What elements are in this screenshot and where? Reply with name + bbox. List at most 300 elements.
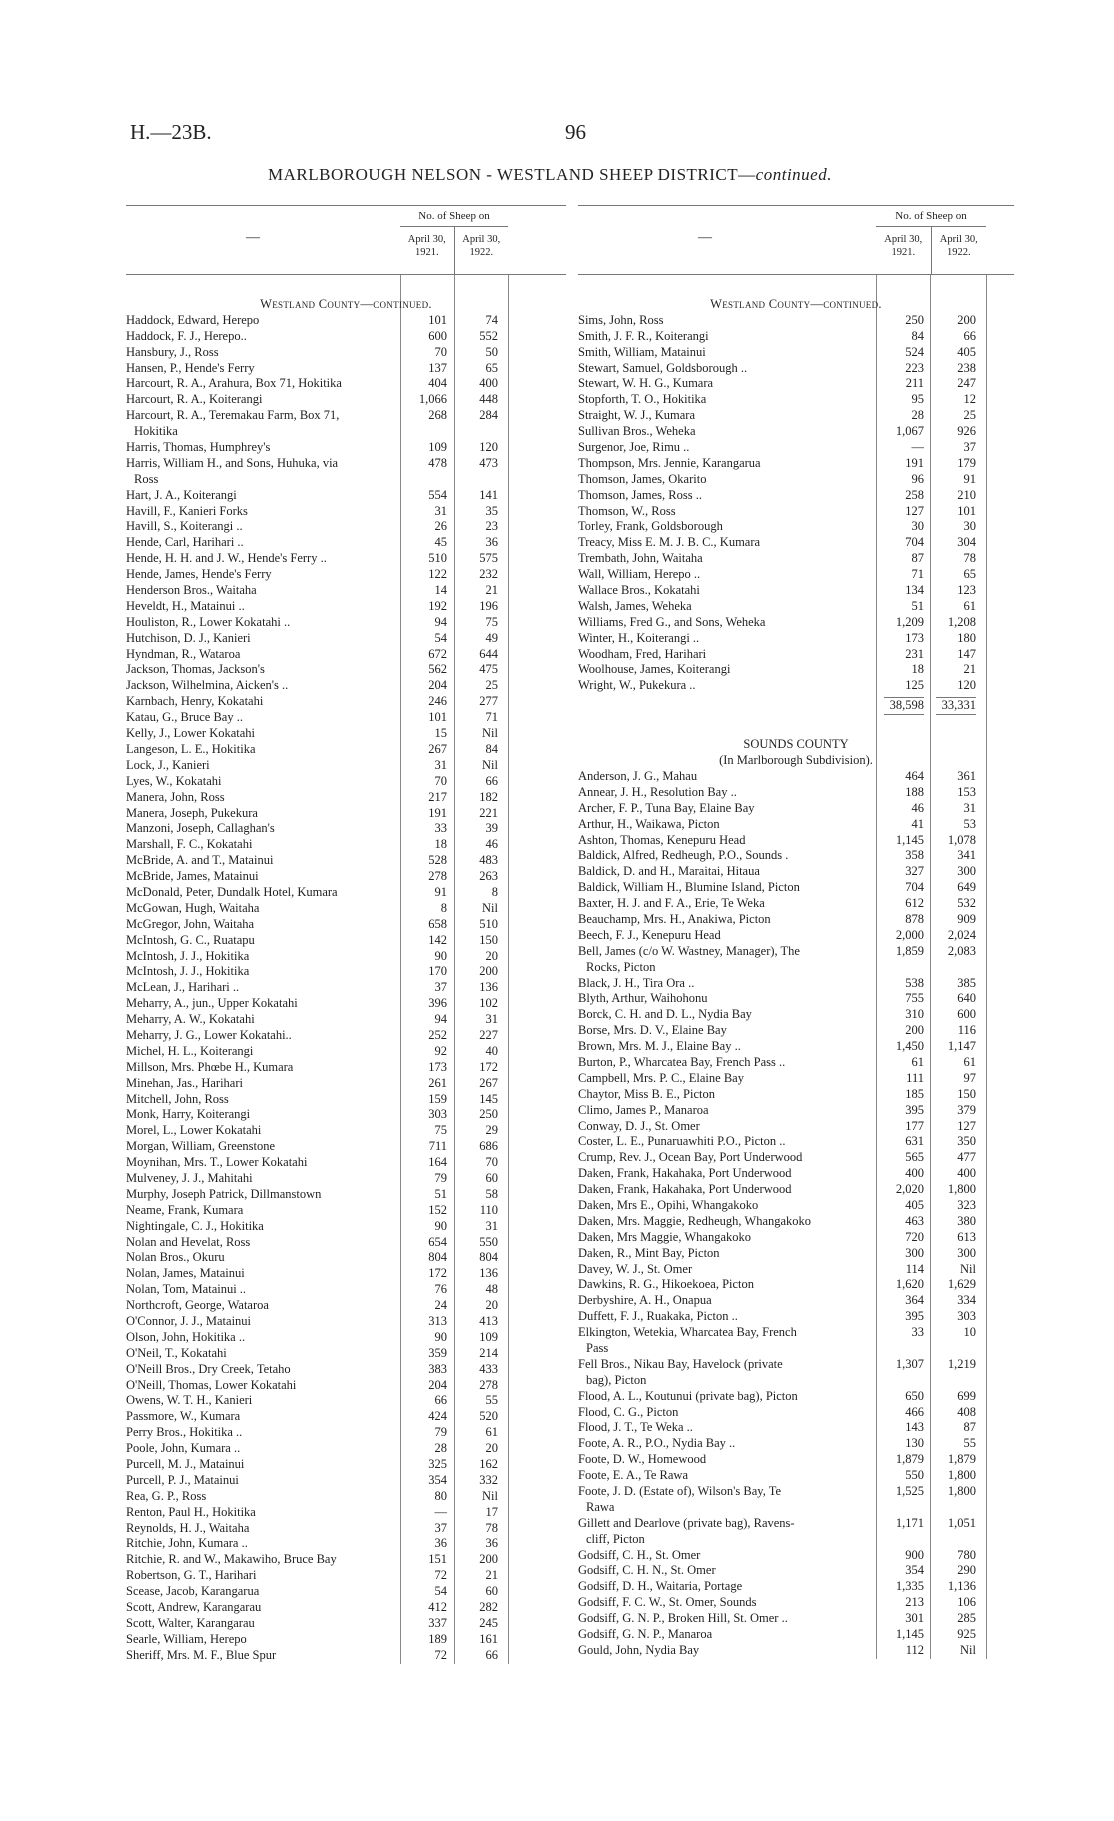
owner-name: Brown, Mrs. M. J., Elaine Bay .. (578, 1039, 741, 1054)
left-table-row (126, 678, 566, 694)
sheep-1922: 361 (957, 768, 976, 783)
sheep-1921: 1,145 (895, 832, 924, 847)
sheep-1921: 75 (434, 1123, 447, 1138)
owner-name: Baldick, William H., Blumine Island, Picton (578, 880, 800, 895)
owner-name: Olson, John, Hokitika .. (126, 1329, 246, 1344)
sheep-1921: 142 (428, 932, 447, 947)
owner-name: Smith, William, Matainui (578, 344, 706, 359)
sheep-1922: 200 (479, 1552, 498, 1567)
sounds-table-row (578, 1262, 1014, 1278)
sheep-1921: 524 (905, 344, 924, 359)
sheep-1921: 1,879 (895, 1452, 924, 1467)
left-table-row (126, 949, 566, 965)
left-header-col1: April 30, 1921. (407, 234, 446, 258)
left-table-row (126, 1600, 566, 1616)
sounds-table-row (578, 880, 1014, 896)
sheep-1921: 359 (428, 1345, 447, 1360)
sheep-1921: 94 (434, 1012, 447, 1027)
westland-table-row (578, 647, 1014, 663)
sounds-table-row (578, 1166, 1014, 1182)
sheep-1921: 80 (434, 1488, 447, 1503)
owner-name: Meharry, A. W., Kokatahi (126, 1012, 255, 1027)
sheep-1921: 87 (911, 551, 924, 566)
owner-name: Rea, G. P., Ross (126, 1488, 207, 1503)
sounds-table-row (578, 1103, 1014, 1119)
owner-name: O'Connor, J. J., Matainui (126, 1314, 252, 1328)
sheep-1921: 37 (434, 1520, 447, 1535)
sheep-1921: 1,066 (418, 392, 447, 407)
left-table-row (126, 583, 566, 599)
sheep-1922: 1,800 (947, 1468, 976, 1483)
sheep-1921: 54 (434, 1584, 447, 1599)
sounds-table-row (578, 1071, 1014, 1087)
sounds-table-row (578, 1007, 1014, 1023)
sheep-1922: 55 (963, 1436, 976, 1451)
owner-name: Nightingale, C. J., Hokitika (126, 1218, 264, 1233)
sheep-1922: 232 (479, 567, 498, 582)
westland-table-row (578, 456, 1014, 472)
sheep-1921: 217 (428, 789, 447, 804)
owner-name: Flood, A. L., Koutunui (private bag), Picton (578, 1388, 798, 1403)
sounds-table-row (578, 1325, 1014, 1341)
sounds-table-row (578, 976, 1014, 992)
sheep-1921: 528 (428, 853, 447, 868)
left-column (126, 205, 566, 1664)
right-table-header (578, 205, 1014, 275)
sheep-1921: 76 (434, 1282, 447, 1297)
sheep-1922: 91 (963, 471, 976, 486)
sheep-1921: 90 (434, 948, 447, 963)
sheep-1922: 300 (957, 1245, 976, 1260)
owner-name: O'Neil, T., Kokatahi (126, 1345, 227, 1360)
right-header-col1: April 30, 1921. (884, 234, 923, 258)
right-section-heading: Westland County—continued. (710, 297, 882, 311)
sheep-1922: 60 (485, 1170, 498, 1185)
owner-name: McIntosh, G. C., Ruatapu (126, 932, 255, 947)
sheep-1921: 14 (434, 583, 447, 598)
sheep-1922: 71 (485, 710, 498, 725)
total-1921: 38,598 (884, 697, 924, 715)
left-header-group (400, 206, 508, 274)
sheep-1922: Nil (482, 1488, 498, 1503)
sheep-1922: 267 (479, 1075, 498, 1090)
owner-name: Thompson, Mrs. Jennie, Karangarua (578, 455, 761, 470)
sheep-1921: 562 (428, 662, 447, 677)
sheep-1922: 29 (485, 1123, 498, 1138)
owner-name: Wright, W., Pukekura .. (578, 678, 696, 693)
owner-name: Trembath, John, Waitaha (578, 551, 703, 566)
sheep-1922: 323 (957, 1197, 976, 1212)
left-table-row (126, 1060, 566, 1076)
left-section-heading: Westland County—continued. (260, 297, 432, 311)
left-table-row (126, 567, 566, 583)
owner-name: Michel, H. L., Koiterangi (126, 1043, 254, 1058)
sheep-1921: 1,335 (895, 1579, 924, 1594)
sheep-1921: 424 (428, 1409, 447, 1424)
sheep-1922: 109 (479, 1329, 498, 1344)
sounds-table-row (578, 1214, 1014, 1230)
owner-name: Mulveney, J. J., Mahitahi (126, 1170, 253, 1185)
sheep-1922: 780 (957, 1547, 976, 1562)
left-table-row (126, 694, 566, 710)
owner-name: Dawkins, R. G., Hikoekoea, Picton (578, 1277, 755, 1292)
owner-name: Heveldt, H., Matainui .. (126, 598, 245, 613)
left-table-row (126, 821, 566, 837)
right-header-dash: — (698, 230, 712, 245)
sheep-1922: 136 (479, 1266, 498, 1281)
owner-name: Hende, Carl, Harihari .. (126, 535, 244, 550)
owner-name: Daken, R., Mint Bay, Picton (578, 1245, 720, 1260)
owner-name: Manzoni, Joseph, Callaghan's (126, 821, 275, 836)
sounds-table-row (578, 1309, 1014, 1325)
sheep-1922: 477 (957, 1150, 976, 1165)
sheep-1922: 123 (957, 583, 976, 598)
owner-name: Havill, S., Koiterangi .. (126, 519, 243, 534)
sounds-table-row (578, 1023, 1014, 1039)
sounds-table-row (578, 1643, 1014, 1659)
sheep-1922: 141 (479, 487, 498, 502)
sheep-1922: 277 (479, 694, 498, 709)
sheep-1922: 21 (485, 583, 498, 598)
owner-name: Sheriff, Mrs. M. F., Blue Spur (126, 1647, 277, 1662)
sheep-1922: 61 (963, 1054, 976, 1069)
left-table-row (126, 551, 566, 567)
left-table-row (126, 535, 566, 551)
owner-name: Nolan Bros., Okuru (126, 1250, 225, 1265)
sheep-1921: 1,145 (895, 1627, 924, 1642)
sheep-1921: 704 (905, 535, 924, 550)
sheep-1921: 538 (905, 975, 924, 990)
sheep-1921: 631 (905, 1134, 924, 1149)
sheep-1921: 301 (905, 1611, 924, 1626)
left-table-row (126, 1505, 566, 1521)
left-table-row (126, 1298, 566, 1314)
owner-name: Duffett, F. J., Ruakaka, Picton .. (578, 1309, 738, 1324)
owner-name: Hutchison, D. J., Kanieri (126, 630, 251, 645)
owner-name: Scease, Jacob, Karangarua (126, 1584, 260, 1599)
sheep-1921: 191 (905, 455, 924, 470)
sheep-1922: 8 (491, 884, 498, 899)
sheep-1922: 10 (963, 1325, 976, 1340)
sheep-1922: 75 (485, 614, 498, 629)
left-table-row (126, 964, 566, 980)
sheep-1921: 313 (428, 1314, 447, 1328)
westland-table-row (578, 504, 1014, 520)
owner-name: Gould, John, Nydia Bay (578, 1642, 700, 1657)
sounds-table-row (578, 1548, 1014, 1564)
sheep-1922: Nil (960, 1261, 976, 1276)
sheep-1922: 1,051 (947, 1515, 976, 1530)
sounds-table-row (578, 896, 1014, 912)
sounds-table-row (578, 1563, 1014, 1579)
sheep-1922: 60 (485, 1584, 498, 1599)
sheep-1922: 1,136 (947, 1579, 976, 1594)
sheep-1921: 151 (428, 1552, 447, 1567)
left-table-row (126, 1425, 566, 1441)
sounds-table-row (578, 1579, 1014, 1595)
westland-table-row (578, 678, 1014, 694)
left-table-row (126, 1028, 566, 1044)
sheep-1921: 268 (428, 408, 447, 423)
sheep-1922: 210 (957, 487, 976, 502)
owner-name: Borse, Mrs. D. V., Elaine Bay (578, 1023, 727, 1038)
sheep-1922: 925 (957, 1627, 976, 1642)
sheep-1922: 110 (479, 1202, 498, 1217)
owner-name: Chaytor, Miss B. E., Picton (578, 1086, 716, 1101)
westland-table-row (578, 440, 1014, 456)
owner-name: McGregor, John, Waitaha (126, 916, 255, 931)
sheep-1922: 70 (485, 1155, 498, 1170)
owner-name: Haddock, Edward, Herepo (126, 312, 260, 327)
sheep-1921: 1,450 (895, 1039, 924, 1054)
left-table-row (126, 1266, 566, 1282)
owner-name: Sims, John, Ross (578, 312, 664, 327)
owner-name: Havill, F., Kanieri Forks (126, 503, 248, 518)
right-header-col2: April 30, 1922. (931, 227, 987, 274)
owner-name: Baldick, D. and H., Maraitai, Hitaua (578, 864, 760, 879)
owner-name: Fell Bros., Nikau Bay, Havelock (private (578, 1356, 783, 1371)
sheep-1922: 31 (485, 1218, 498, 1233)
sheep-1921: 79 (434, 1425, 447, 1440)
sheep-1922: 65 (963, 567, 976, 582)
sheep-1922: 116 (957, 1023, 976, 1038)
left-table-row (126, 1203, 566, 1219)
owner-name: Hokitika (134, 424, 178, 439)
owner-name: Daken, Mrs E., Opihi, Whangakoko (578, 1197, 759, 1212)
sheep-1921: 395 (905, 1102, 924, 1117)
owner-name: Winter, H., Koiterangi .. (578, 630, 700, 645)
owner-name: Haddock, F. J., Herepo.. (126, 328, 247, 343)
owner-name: Jackson, Thomas, Jackson's (126, 662, 265, 677)
sounds-table-row (578, 1341, 1014, 1357)
owner-name: Harcourt, R. A., Koiterangi (126, 392, 263, 407)
sheep-1921: 45 (434, 535, 447, 550)
owner-name: Foote, E. A., Te Rawa (578, 1468, 688, 1483)
sheep-1922: 180 (957, 630, 976, 645)
owner-name: Black, J. H., Tira Ora .. (578, 975, 695, 990)
left-table-row (126, 885, 566, 901)
sheep-1921: 672 (428, 646, 447, 661)
owner-name: Henderson Bros., Waitaha (126, 583, 257, 598)
sheep-1921: 37 (434, 980, 447, 995)
left-table-row (126, 1536, 566, 1552)
owner-name: Godsiff, F. C. W., St. Omer, Sounds (578, 1595, 757, 1610)
sheep-1922: 644 (479, 646, 498, 661)
sheep-1921: 170 (428, 964, 447, 979)
sheep-1921: 246 (428, 694, 447, 709)
sheep-1921: 213 (905, 1595, 924, 1610)
owner-name: Pass (586, 1341, 609, 1355)
sounds-table-row (578, 944, 1014, 960)
sheep-1921: 354 (428, 1472, 447, 1487)
sheep-1922: 182 (479, 789, 498, 804)
sheep-1922: 21 (963, 662, 976, 677)
sheep-1922: 350 (957, 1134, 976, 1149)
left-table-row (126, 742, 566, 758)
owner-name: Neame, Frank, Kumara (126, 1202, 244, 1217)
owner-name: McLean, J., Harihari .. (126, 980, 240, 995)
owner-name: Rawa (586, 1499, 615, 1514)
sheep-1922: 1,879 (947, 1452, 976, 1467)
sounds-table-row (578, 1484, 1014, 1500)
left-table-row (126, 1235, 566, 1251)
owner-name: Renton, Paul H., Hokitika (126, 1504, 256, 1519)
sounds-table-row (578, 1452, 1014, 1468)
sheep-1921: 159 (428, 1091, 447, 1106)
sheep-1921: 173 (905, 630, 924, 645)
sheep-1921: 79 (434, 1170, 447, 1185)
owner-name: Meharry, J. G., Lower Kokatahi.. (126, 1027, 292, 1042)
sounds-table-row (578, 1150, 1014, 1166)
sheep-1922: 101 (957, 503, 976, 518)
sheep-1921: 51 (911, 598, 924, 613)
owner-name: Reynolds, H. J., Waitaha (126, 1520, 250, 1535)
sounds-table-row (578, 1198, 1014, 1214)
sheep-1921: 223 (905, 360, 924, 375)
page-title-main: MARLBOROUGH NELSON - WESTLAND SHEEP DISTRICT— (268, 165, 756, 184)
owner-name: Godsiff, D. H., Waitaria, Portage (578, 1579, 743, 1594)
westland-table-row (578, 345, 1014, 361)
sheep-1922: 303 (957, 1309, 976, 1324)
westland-table-row (578, 329, 1014, 345)
sheep-1922: 49 (485, 630, 498, 645)
sheep-1922: 475 (479, 662, 498, 677)
owner-name: Annear, J. H., Resolution Bay .. (578, 784, 737, 799)
sheep-1922: 20 (485, 1298, 498, 1313)
sounds-table-row (578, 1087, 1014, 1103)
sheep-1921: 396 (428, 996, 447, 1011)
sheep-1922: 65 (485, 360, 498, 375)
sheep-1921: 24 (434, 1298, 447, 1313)
owner-name: Marshall, F. C., Kokatahi (126, 837, 253, 852)
sheep-1922: 1,800 (947, 1182, 976, 1197)
owner-name: McIntosh, J. J., Hokitika (126, 948, 250, 963)
left-table-row (126, 662, 566, 678)
westland-table-row (578, 488, 1014, 504)
page-title (120, 165, 980, 185)
owner-name: Ross (134, 471, 159, 486)
left-table-row (126, 1012, 566, 1028)
left-table-row (126, 901, 566, 917)
page-header (130, 120, 990, 144)
sheep-1922: 290 (957, 1563, 976, 1578)
owner-name: Rocks, Picton (586, 959, 656, 974)
sounds-table-row (578, 1182, 1014, 1198)
sheep-1922: 74 (485, 312, 498, 327)
owner-name: McDonald, Peter, Dundalk Hotel, Kumara (126, 884, 338, 899)
sheep-1922: 408 (957, 1404, 976, 1419)
sheep-1921: 755 (905, 991, 924, 1006)
sheep-1922: 40 (485, 1043, 498, 1058)
owner-name: Blyth, Arthur, Waihohonu (578, 991, 708, 1006)
sounds-table-row (578, 1436, 1014, 1452)
sheep-1922: 613 (957, 1229, 976, 1244)
left-header-col2: April 30, 1922. (454, 227, 509, 274)
sheep-1921: 252 (428, 1027, 447, 1042)
sheep-1922: 334 (957, 1293, 976, 1308)
sheep-1922: 640 (957, 991, 976, 1006)
sheep-1921: 84 (911, 328, 924, 343)
left-header-group-label: No. of Sheep on (400, 206, 508, 227)
owner-name: Poole, John, Kumara .. (126, 1441, 241, 1456)
owner-name: Davey, W. J., St. Omer (578, 1261, 693, 1276)
sheep-1921: 204 (428, 1377, 447, 1392)
owner-name: Burton, P., Wharcatea Bay, French Pass .. (578, 1054, 786, 1069)
sheep-1922: 332 (479, 1472, 498, 1487)
sheep-1922: 31 (485, 1012, 498, 1027)
left-table-row (126, 806, 566, 822)
owner-name: Hyndman, R., Wataroa (126, 646, 241, 661)
owner-name: Northcroft, George, Wataroa (126, 1298, 269, 1313)
sheep-1922: 20 (485, 948, 498, 963)
sheep-1921: 72 (434, 1568, 447, 1583)
sheep-1921: 41 (911, 816, 924, 831)
owner-name: Thomson, James, Okarito (578, 471, 707, 486)
sounds-table-row (578, 817, 1014, 833)
owner-name: O'Neill, Thomas, Lower Kokatahi (126, 1377, 297, 1392)
owner-name: Williams, Fred G., and Sons, Weheka (578, 614, 766, 629)
sheep-1922: 179 (957, 455, 976, 470)
sheep-1922: 304 (957, 535, 976, 550)
sheep-1921: 325 (428, 1457, 447, 1472)
sheep-1922: 284 (479, 408, 498, 423)
owner-name: Manera, Joseph, Pukekura (126, 805, 258, 820)
sheep-1921: — (434, 1504, 447, 1519)
sheep-1921: 354 (905, 1563, 924, 1578)
owner-name: Hende, James, Hende's Ferry (126, 567, 272, 582)
sheep-1922: 25 (485, 678, 498, 693)
sheep-1921: 36 (434, 1536, 447, 1551)
left-table-row (126, 631, 566, 647)
sheep-1921: 172 (428, 1266, 447, 1281)
sheep-1922: Nil (482, 900, 498, 915)
sheep-1921: 1,620 (895, 1277, 924, 1292)
westland-table-row (578, 408, 1014, 424)
sounds-table-row (578, 801, 1014, 817)
sheep-1921: 464 (905, 768, 924, 783)
owner-name: Daken, Frank, Hakahaka, Port Underwood (578, 1166, 792, 1181)
left-table-row (126, 1076, 566, 1092)
sheep-1922: 50 (485, 344, 498, 359)
sounds-table-row (578, 1039, 1014, 1055)
owner-name: Anderson, J. G., Mahau (578, 768, 698, 783)
sheep-1921: 134 (905, 583, 924, 598)
left-table-row (126, 504, 566, 520)
sounds-table-row (578, 1119, 1014, 1135)
owner-name: Katau, G., Bruce Bay .. (126, 710, 243, 725)
sheep-1921: — (911, 440, 924, 455)
sheep-1921: 1,171 (895, 1515, 924, 1530)
sounds-table-row (578, 1420, 1014, 1436)
sheep-1921: 90 (434, 1329, 447, 1344)
sheep-1922: 162 (479, 1457, 498, 1472)
sheep-1921: 231 (905, 646, 924, 661)
left-table-row (126, 1330, 566, 1346)
owner-name: Bell, James (c/o W. Wastney, Manager), The (578, 943, 800, 958)
owner-name: Walsh, James, Weheka (578, 598, 692, 613)
sheep-1922: 200 (957, 312, 976, 327)
sheep-1922: 926 (957, 424, 976, 439)
sheep-1921: 72 (434, 1647, 447, 1662)
sheep-1921: 900 (905, 1547, 924, 1562)
sheep-1922: 483 (479, 853, 498, 868)
westland-table-row (578, 599, 1014, 615)
owner-name: Ritchie, John, Kumara .. (126, 1536, 248, 1551)
sounds-table-row (578, 1293, 1014, 1309)
westland-table-row (578, 519, 1014, 535)
sheep-1921: 28 (911, 408, 924, 423)
sheep-1921: 66 (434, 1393, 447, 1408)
